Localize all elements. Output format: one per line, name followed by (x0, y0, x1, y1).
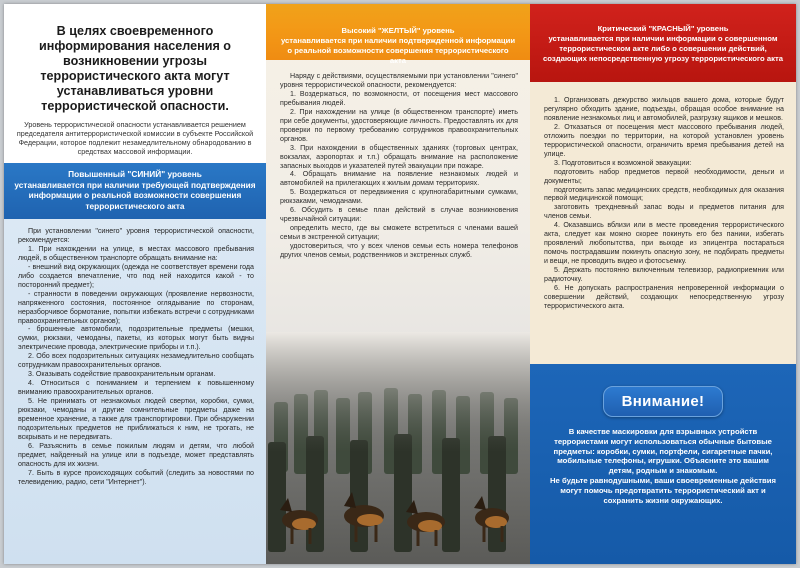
yellow-paragraph: 3. При нахождении в общественных зданиях (торговых центрах, вокзалах, аэропортах и т.п.) обращать внимание на расположение запасных выходов и указателей путей эвакуации при пожаре. (280, 143, 518, 170)
attention-text (544, 427, 782, 505)
yellow-paragraph: 4. Обращать внимание на появление незнакомых людей и автомобилей на прилегающих к жилым домам территориях. (280, 170, 518, 188)
red-paragraph: подготовить набор предметов первой необходимости, деньги и документы; (544, 167, 784, 185)
blue-paragraph: 5. Не принимать от незнакомых людей свертки, коробки, сумки, рюкзаки, чемоданы и другие сомнительные предметы даже на временное хранение, а также для транспортировки. При обнаружении подозрительных предметов не приближаться к ним, не трогать, не вскрывать и не передвигать. (18, 397, 254, 441)
yellow-level-title: Высокий "ЖЕЛТЫЙ" уровень (341, 26, 455, 35)
yellow-paragraph: 5. Воздержаться от передвижения с крупногабаритными сумками, рюкзаками, чемоданами. (280, 188, 518, 206)
red-paragraph: 1. Организовать дежурство жильцов вашего дома, которые будут регулярно обходить здание, подъезды, обращая особое внимание на появление незнакомых лиц и автомобилей, разгрузку ящиков и мешков. (544, 96, 784, 122)
blue-level-recommendations (4, 219, 266, 564)
yellow-paragraph: 2. При нахождении на улице (в общественном транспорте) иметь при себе документы, удостоверяющие личность. Предоставлять их для проверки по первому требованию сотрудников правоохранительных органов. (280, 107, 518, 143)
blue-paragraph: 4. Относиться с пониманием и терпением к повышенному вниманию правоохранительных органов. (18, 379, 254, 397)
yellow-level-banner (266, 4, 530, 65)
middle-panel (266, 4, 530, 564)
yellow-paragraph: удостовериться, что у всех членов семьи есть номера телефонов других членов семьи, родственников и экстренных служб. (280, 242, 518, 260)
red-paragraph: 3. Подготовиться к возможной эвакуации: (554, 158, 692, 167)
police-dogs-photo (266, 332, 530, 564)
blue-level-banner (4, 163, 266, 219)
attention-paragraph: В качестве маскировки для взрывных устройств террористами могут использоваться обычные бытовые предметы: коробки, сумки, портфели, сигаретные пачки, мобильные телефоны, игрушки. Объясните это вашим детям, родным и знакомым. (553, 427, 773, 476)
intro-text: Уровень террористической опасности устанавливается решением председателя антитеррористической комиссии в субъекте Российской Федерации, которое подлежит незамедлительному обнародованию в средствах массовой информации. (16, 120, 254, 156)
brochure (4, 4, 796, 564)
red-level-subtitle: устанавливается при наличии информации о совершенном террористическом акте либо о совершении действий, создающих непосредственную угрозу террористического акта (543, 34, 783, 63)
red-paragraph: 4. Оказавшись вблизи или в месте проведения террористического акта, следует как можно скорее покинуть его без паники, избегать проявлений любопытства, при выходе из эпицентра постараться помочь пострадавшим покинуть опасную зону, не подбирать предметы и вещи, не проводить видео и фотосъемку. (544, 221, 784, 266)
blue-paragraph: - странности в поведении окружающих (проявление нервозности, напряженного состояния, постоянное оглядывание по сторонам, неразборчивое бормотание, попытки избежать встречи с сотрудниками правоохранительных органов); (18, 289, 254, 325)
blue-paragraph: 3. Оказывать содействие правоохранительным органам. (28, 370, 216, 379)
attention-paragraph: Не будьте равнодушными, ваши своевременные действия могут помочь предотвратить террористический акт и сохранить жизни окружающих. (549, 475, 776, 505)
blue-paragraph: При установлении "синего" уровня террористической опасности, рекомендуется: (18, 227, 254, 244)
blue-paragraph: 7. Быть в курсе происходящих событий (следить за новостями по телевидению, радио, сети "Интернет"). (18, 468, 254, 486)
red-paragraph: 2. Отказаться от посещения мест массового пребывания людей, отложить поездки по территории, на которой установлен уровень террористической опасности, ограничить время пребывания детей на улице. (544, 122, 784, 158)
red-paragraph: 6. Не допускать распространения непроверенной информации о совершении действий, создающих непосредственную угрозу террористического акта. (544, 284, 784, 310)
blue-paragraph: - брошенные автомобили, подозрительные предметы (мешки, сумки, рюкзаки, чемоданы, пакеты, из которых могут быть видны электрические провода, электрические приборы и т.п.). (18, 325, 254, 352)
blue-level-title: Повышенный "СИНИЙ" уровень (68, 169, 202, 179)
red-level-recommendations (530, 82, 796, 311)
left-panel (4, 4, 266, 564)
blue-paragraph: 2. Обо всех подозрительных ситуациях незамедлительно сообщать сотрудникам правоохранительных органов. (18, 352, 254, 370)
yellow-level-subtitle: устанавливается при наличии подтвержденной информации о реальной возможности совершения террористического акта (280, 36, 516, 65)
attention-box (530, 364, 796, 564)
right-panel (530, 4, 796, 564)
yellow-paragraph: Наряду с действиями, осуществляемыми при установлении "синего" уровня террористической опасности, рекомендуется: (280, 72, 518, 89)
yellow-paragraph: 6. Обсудить в семье план действий в случае возникновения чрезвычайной ситуации: (280, 206, 518, 224)
blue-paragraph: 6. Разъяснить в семье пожилым людям и детям, что любой предмет, найденный на улице или в подъезде, может представлять опасность для их жизни. (18, 441, 254, 468)
red-paragraph: 5. Держать постоянно включенным телевизор, радиоприемник или радиоточку. (544, 266, 784, 284)
main-headline: В целях своевременного информирования населения о возникновении угрозы террористического акта могут устанавливаться уровни террористической опасности. (39, 24, 231, 113)
blue-paragraph: 1. При нахождении на улице, в местах массового пребывания людей, в общественном транспорте обращать внимание на: (18, 244, 254, 262)
yellow-level-recommendations (266, 60, 530, 260)
red-paragraph: подготовить запас медицинских средств, необходимых для оказания первой медицинской помощи; (544, 185, 784, 203)
red-level-banner (530, 4, 796, 82)
red-paragraph: заготовить трехдневный запас воды и предметов питания для членов семьи. (544, 203, 784, 221)
blue-paragraph: - внешний вид окружающих (одежда не соответствует времени года либо создается впечатление, что под ней находится какой - то посторонний предмет); (18, 262, 254, 289)
yellow-paragraph: 1. Воздержаться, по возможности, от посещения мест массового пребывания людей. (280, 89, 518, 107)
attention-heading: Внимание! (603, 386, 724, 417)
police-dogs-illustration (266, 332, 530, 564)
yellow-paragraph: определить место, где вы сможете встретиться с членами вашей семьи в экстренной ситуации; (280, 224, 518, 242)
red-level-title: Критический "КРАСНЫЙ" уровень (597, 24, 729, 33)
blue-level-subtitle: устанавливается при наличии требующей подтверждения информации о реальной возможности совершения террористического акта (14, 179, 256, 211)
